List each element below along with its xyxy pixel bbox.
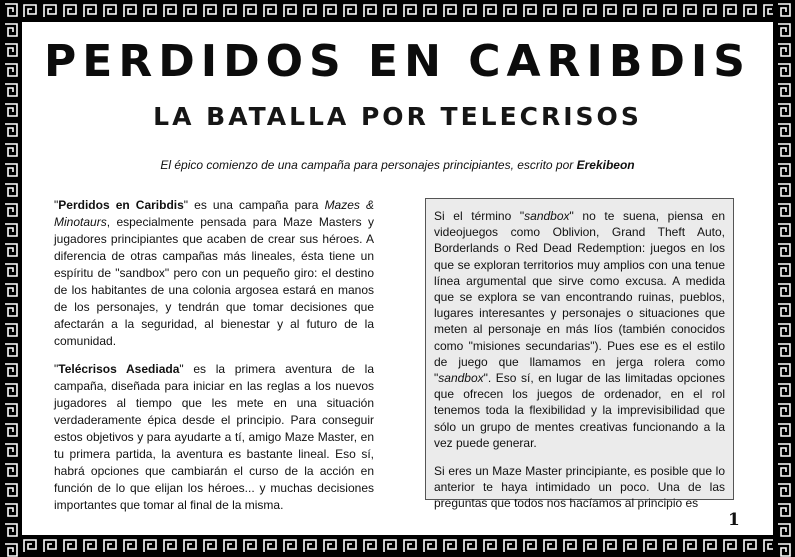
tagline [22, 158, 773, 172]
sidebar-p1-text-3: ". Eso sí, en lugar de las limitadas opciones que ofrecen los juegos de ordenador, en el rol tenemos toda la flexibilidad y la imprevisibilidad que sólo un grupo de mentes creativas funcionando a la vez puede generar. [434, 371, 725, 450]
document-page [22, 22, 773, 535]
author-name: Erekibeon [576, 158, 635, 172]
intro-column [54, 197, 374, 525]
intro-p1-text-2: , especialmente pensada para Maze Masters y jugadores principiantes que acaben de crear sus héroes. A diferencia de otras campañas más lineales, ésta tiene un espíritu de "sandbox" pero con un pequeño giro: el destino de los habitantes de una colonia argosea estará en manos de los personajes, y tendrán que tomar decisiones que afectarán a la seguridad, al bienestar y al futuro de la comunidad. [54, 215, 374, 348]
sidebar-box [425, 198, 734, 511]
sidebar-p1-text-1: Si el término " [434, 209, 525, 223]
sandbox-term-1: sandbox [524, 209, 570, 223]
page-number: 1 [728, 510, 740, 530]
sandbox-term-2: sandbox [438, 371, 484, 386]
sidebar-p1-text-2: " no te suena, piensa en videojuegos como Oblivion, Grand Theft Auto, Borderlands o Red Dead Redemption: juegos en los que se exploran territorios muy amplios con una tenue línea argumental que sirve como excusa. A medida que se explora se van encontrando ruinas, pueblos, lugares interesantes y personajes o situaciones que meten al personaje en más líos (también conocidos como "misiones secundarias"). Pues ese es el estilo de juego que llamamos en jerga rolera como " [434, 209, 725, 386]
page-subtitle: LA BATALLA POR TELECRISOS [153, 102, 642, 131]
intro-p2-text: " es la primera aventura de la campaña, diseñada para iniciar en las reglas a los nuevos jugadores al tiempo que les mete en una situación verdaderamente épica desde el principio. Para conseguir estos objetivos y para ayudarte a tí, amigo Maze Master, en tu primera partida, la aventura es bastante lineal. Eso sí, habrá opciones que cambiarán el curso de la acción en función de lo que elijan los héroes... y muchas decisiones importantes que tomar al final de la misma. [54, 362, 374, 512]
intro-paragraph-2: "Telécrisos Asediada" es la primera aventura de la campaña, diseñada para iniciar en las reglas a los nuevos jugadores al tiempo que les mete en una situación verdaderamente épica desde el principio. Para conseguir estos objetivos y para ayudarte a tí, amigo Maze Master, en tu primera partida, la aventura es bastante lineal. Eso sí, habrá opciones que cambiarán el curso de la acción en función de lo que elijan los héroes... y muchas decisiones importantes que tomar al final de la misma. [54, 362, 374, 512]
game-name: Mazes & Minotaurs [54, 198, 374, 229]
tagline-text: El épico comienzo de una campaña para personajes principiantes, escrito por [160, 158, 577, 172]
intro-paragraph-1: "Perdidos en Caribdis" es una campaña para Mazes & Minotaurs, especialmente pensada para Maze Masters y jugadores principiantes que acaben de crear sus héroes. A diferencia de otras campañas más lineales, ésta tiene un espíritu de "sandbox" pero con un pequeño giro: el destino de los habitantes de una colonia argosea estará en manos de los personajes, y tendrán que tomar decisiones que afectarán a la seguridad, al bienestar y al futuro de la comunidad. [54, 198, 374, 348]
intro-p1-text-1: " es una campaña para [183, 198, 325, 212]
greek-key-border-right [773, 0, 795, 557]
greek-key-border-left [0, 0, 22, 557]
greek-key-border-top [0, 0, 795, 22]
greek-key-border-bottom [0, 535, 795, 557]
adventure-name: Telécrisos Asediada [58, 362, 180, 376]
campaign-name: Perdidos en Caribdis [58, 198, 184, 212]
sidebar-paragraph-2: Si eres un Maze Master principiante, es posible que lo anterior te haya intimidado un poco. Una de las preguntas que todos nos hacíamos al principio es [434, 464, 725, 511]
page-title: PERDIDOS EN CARIBDIS [44, 36, 751, 87]
sidebar-paragraph-1 [434, 208, 725, 451]
